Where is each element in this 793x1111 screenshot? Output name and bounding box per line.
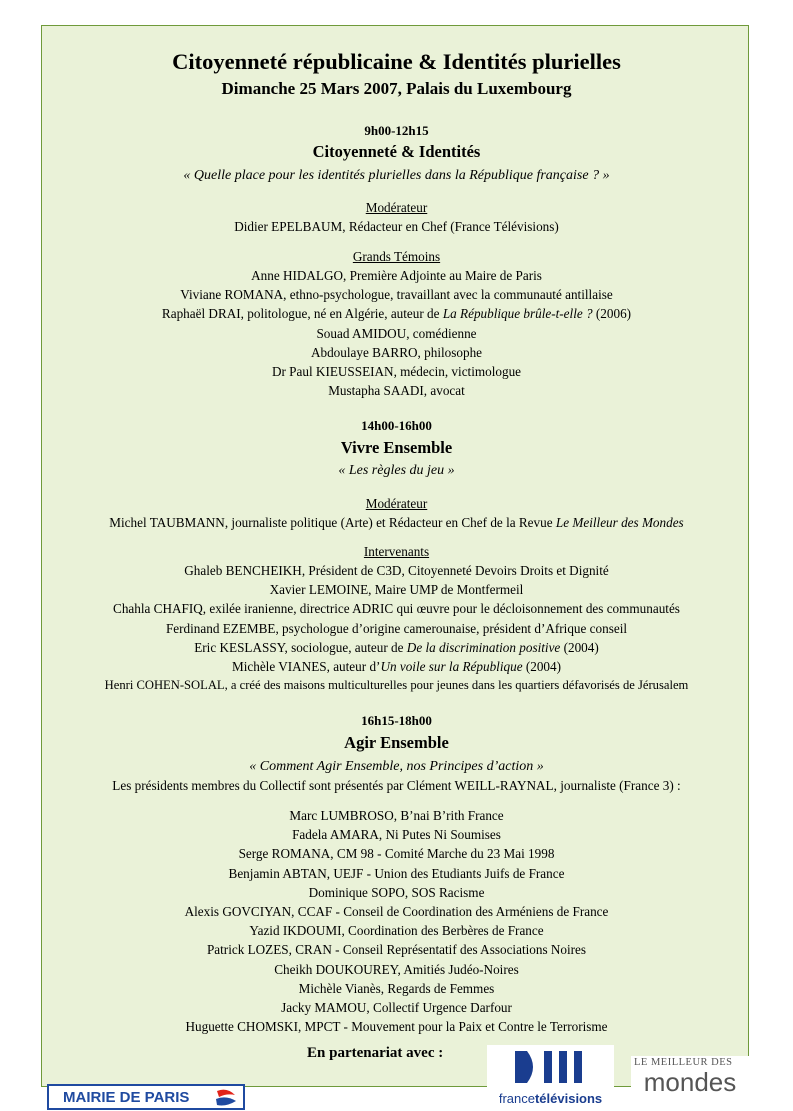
- mairie-de-paris-logo: [47, 1084, 245, 1110]
- witness-item: Viviane ROMANA, ethno-psychologue, travaillant avec la communauté antillaise: [180, 287, 613, 302]
- witness-item: Souad AMIDOU, comédienne: [316, 326, 477, 341]
- ftv-word-televisions: télévisions: [534, 1091, 603, 1106]
- session2-speakers-label: Intervenants: [363, 544, 430, 559]
- member-item: Huguette CHOMSKI, MPCT - Mouvement pour la Paix et Contre le Terrorisme: [185, 1019, 608, 1034]
- session1-quote: « Quelle place pour les identités plurielles dans la République française ? »: [183, 168, 610, 183]
- book-title: De la discrimination positive: [406, 640, 561, 655]
- session3-intro: Les présidents membres du Collectif sont présentés par Clément WEILL-RAYNAL, journaliste (France 3) :: [112, 778, 681, 793]
- mdm-line2: mondes: [643, 1067, 737, 1097]
- member-item: Serge ROMANA, CM 98 - Comité Marche du 23 Mai 1998: [238, 846, 555, 861]
- witness-item: Abdoulaye BARRO, philosophe: [310, 345, 483, 360]
- moderator-text: Michel TAUBMANN, journaliste politique (Arte) et Rédacteur en Chef de la Revue: [109, 515, 556, 530]
- member-item: Dominique SOPO, SOS Racisme: [308, 885, 485, 900]
- speaker-item: [0, 638, 793, 657]
- member-item: Patrick LOZES, CRAN - Conseil Représentatif des Associations Noires: [206, 942, 587, 957]
- event-date-venue: Dimanche 25 Mars 2007, Palais du Luxembourg: [221, 79, 572, 98]
- member-item: Michèle Vianès, Regards de Femmes: [298, 981, 495, 996]
- speaker-text: Michèle VIANES, auteur d’: [231, 659, 381, 674]
- book-title: La République brûle-t-elle ?: [442, 306, 593, 321]
- member-item: Jacky MAMOU, Collectif Urgence Darfour: [281, 1000, 512, 1015]
- speaker-item: Ghaleb BENCHEIKH, Président de C3D, Citoyenneté Devoirs Droits et Dignité: [184, 563, 609, 578]
- france-televisions-logo: [487, 1045, 614, 1111]
- review-title: Le Meilleur des Mondes: [555, 515, 684, 530]
- speaker-item: Ferdinand EZEMBE, psychologue d’origine camerounaise, président d’Afrique conseil: [165, 621, 628, 636]
- session1-moderator: Didier EPELBAUM, Rédacteur en Chef (France Télévisions): [234, 219, 559, 234]
- book-year: (2004): [560, 640, 599, 655]
- member-item: Yazid IKDOUMI, Coordination des Berbères de France: [249, 923, 544, 938]
- witness-item: [0, 304, 793, 323]
- session1-witnesses-label: Grands Témoins: [352, 249, 441, 264]
- session3-quote: « Comment Agir Ensemble, nos Principes d’action »: [249, 759, 544, 774]
- session3-time: 16h15-18h00: [361, 713, 432, 728]
- page-title: Citoyenneté républicaine & Identités plurielles: [172, 49, 621, 74]
- member-item: Fadela AMARA, Ni Putes Ni Soumises: [292, 827, 501, 842]
- mairie-de-paris-text: MAIRIE DE PARIS: [63, 1089, 190, 1106]
- witness-item: Anne HIDALGO, Première Adjointe au Maire de Paris: [251, 268, 542, 283]
- speaker-item: Xavier LEMOINE, Maire UMP de Montfermeil: [269, 582, 524, 597]
- book-year: (2004): [522, 659, 562, 674]
- speaker-item: Chahla CHAFIQ, exilée iranienne, directrice ADRIC qui œuvre pour le décloisonnement des communautés: [113, 601, 680, 616]
- paris-ship-icon: [213, 1087, 239, 1109]
- session2-title: Vivre Ensemble: [340, 438, 453, 457]
- member-item: Benjamin ABTAN, UEJF - Union des Etudiants Juifs de France: [228, 866, 565, 881]
- session2-time: 14h00-16h00: [361, 418, 432, 433]
- witness-text: Raphaël DRAI, politologue, né en Algérie, auteur de: [161, 306, 443, 321]
- book-year: (2006): [592, 306, 632, 321]
- member-item: Marc LUMBROSO, B’nai B’rith France: [289, 808, 504, 823]
- speaker-item: [0, 657, 793, 676]
- session1-title: Citoyenneté & Identités: [312, 142, 481, 161]
- ftv-bars-icon: [487, 1045, 614, 1091]
- session2-moderator: [0, 513, 793, 532]
- witness-item: Dr Paul KIEUSSEIAN, médecin, victimologue: [271, 364, 522, 379]
- witness-item: Mustapha SAADI, avocat: [328, 383, 465, 398]
- meilleur-des-mondes-logo: [631, 1056, 749, 1100]
- member-item: Cheikh DOUKOUREY, Amitiés Judéo-Noires: [274, 962, 519, 977]
- speaker-item: Henri COHEN-SOLAL, a créé des maisons multiculturelles pour jeunes dans les quartiers défavorisés de Jérusalem: [104, 678, 689, 692]
- session3-title: Agir Ensemble: [344, 733, 449, 752]
- ftv-word-france: france: [498, 1091, 535, 1106]
- speaker-text: Eric KESLASSY, sociologue, auteur de: [194, 640, 407, 655]
- session1-moderator-label: Modérateur: [365, 200, 428, 215]
- book-title: Un voile sur la République: [380, 659, 523, 674]
- session2-moderator-label: Modérateur: [365, 496, 428, 511]
- mdm-line1: LE MEILLEUR DES: [634, 1057, 733, 1068]
- member-item: Alexis GOVCIYAN, CCAF - Conseil de Coordination des Arméniens de France: [184, 904, 609, 919]
- ftv-wordmark: [487, 1091, 614, 1106]
- partner-label: En partenariat avec :: [307, 1045, 444, 1061]
- session2-quote: « Les règles du jeu »: [338, 463, 455, 478]
- session1-time: 9h00-12h15: [364, 123, 429, 138]
